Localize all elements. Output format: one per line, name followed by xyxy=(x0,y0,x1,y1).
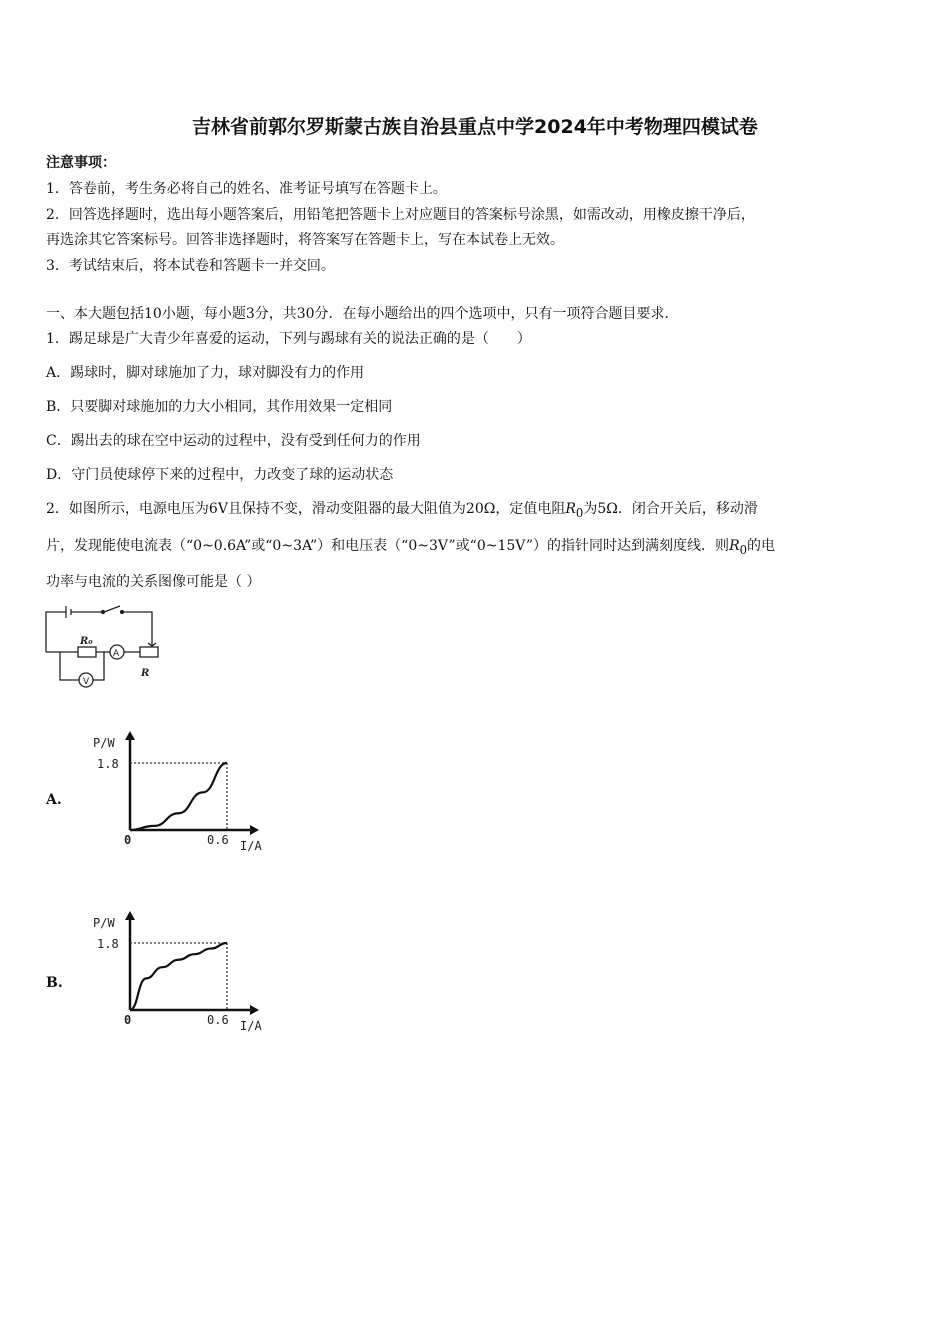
circuit-diagram xyxy=(40,600,170,695)
r0-symbol-2: R xyxy=(729,538,740,554)
graph-b-y-tick-label: 1.8 xyxy=(97,937,119,951)
q1-option-b: B．只要脚对球施加的力大小相同，其作用效果一定相同 xyxy=(46,399,393,415)
q2-stem-line3: 功率与电流的关系图像可能是（ ） xyxy=(46,574,261,590)
graph-b-y-axis-label: P/W xyxy=(93,916,115,930)
q1-option-a: A．踢球时，脚对球施加了力，球对脚没有力的作用 xyxy=(46,365,365,381)
q2-option-b-label: B. xyxy=(46,975,63,991)
notice-item-3: 3．考试结束后，将本试卷和答题卡一并交回。 xyxy=(46,258,335,274)
rheostat-label: R xyxy=(141,668,150,679)
graph-b-origin-label: 0 xyxy=(124,1013,132,1027)
q2-option-a-graph xyxy=(85,725,275,860)
q2-stem-line1 xyxy=(46,498,758,520)
r0-label: R₀ xyxy=(80,636,93,647)
notice-item-1: 1．答卷前，考生务必将自己的姓名、准考证号填写在答题卡上。 xyxy=(46,181,447,197)
q2-option-b-graph xyxy=(85,905,275,1040)
notice-heading: 注意事项： xyxy=(46,155,116,171)
graph-b-x-arrow xyxy=(250,1005,259,1015)
graph-b-x-tick-label: 0.6 xyxy=(207,1013,229,1027)
q2-text-2b: 的电 xyxy=(747,538,776,554)
r0-symbol: R xyxy=(565,501,576,517)
q1-option-c: C．踢出去的球在空中运动的过程中，没有受到任何力的作用 xyxy=(46,433,421,449)
q2-text-1b: 为5Ω．闭合开关后，移动滑 xyxy=(583,501,758,517)
r0-subscript: 0 xyxy=(575,505,584,520)
graph-b-y-arrow xyxy=(125,911,135,920)
q2-text-2a: 片，发现能使电流表（“0~0.6A”或“0~3A”）和电压表（“0~3V”或“0~15V”）的指针同时达到满刻度线．则 xyxy=(46,538,730,554)
graph-a-x-tick-label: 0.6 xyxy=(207,833,229,847)
rheostat xyxy=(140,647,158,657)
q1-stem: 1．踢足球是广大青少年喜爱的运动，下列与踢球有关的说法正确的是（ ） xyxy=(46,331,531,347)
switch-blade xyxy=(104,606,120,612)
page-title: 吉林省前郭尔罗斯蒙古族自治县重点中学2024年中考物理四模试卷 xyxy=(192,116,758,138)
graph-a-y-axis-label: P/W xyxy=(93,736,115,750)
q1-option-d: D．守门员使球停下来的过程中，力改变了球的运动状态 xyxy=(46,467,394,483)
resistor-r0 xyxy=(78,647,96,657)
graph-b-curve xyxy=(130,943,227,1010)
notice-item-2: 2．回答选择题时，选出每小题答案后，用铅笔把答题卡上对应题目的答案标号涂黑，如需改动，用橡皮擦干净后， xyxy=(46,207,755,223)
graph-a-y-arrow xyxy=(125,731,135,740)
q2-text-1a: 2．如图所示，电源电压为6V且保持不变，滑动变阻器的最大阻值为20Ω，定值电阻 xyxy=(46,501,566,517)
graph-a-x-arrow xyxy=(250,825,259,835)
q2-option-a-label: A. xyxy=(46,792,62,808)
ammeter-label: A xyxy=(113,649,120,659)
voltmeter-label: V xyxy=(83,677,90,687)
graph-a-y-tick-label: 1.8 xyxy=(97,757,119,771)
r0-subscript-2: 0 xyxy=(739,542,748,557)
graph-b-x-axis-label: I/A xyxy=(240,1019,262,1033)
graph-a-x-axis-label: I/A xyxy=(240,839,262,853)
section-heading: 一、本大题包括10小题，每小题3分，共30分．在每小题给出的四个选项中，只有一项符合题目要求． xyxy=(46,306,679,322)
notice-item-2-cont: 再选涂其它答案标号。回答非选择题时，将答案写在答题卡上，写在本试卷上无效。 xyxy=(46,232,564,248)
graph-a-curve xyxy=(130,763,227,830)
graph-a-origin-label: 0 xyxy=(124,833,132,847)
q2-stem-line2 xyxy=(46,535,775,557)
